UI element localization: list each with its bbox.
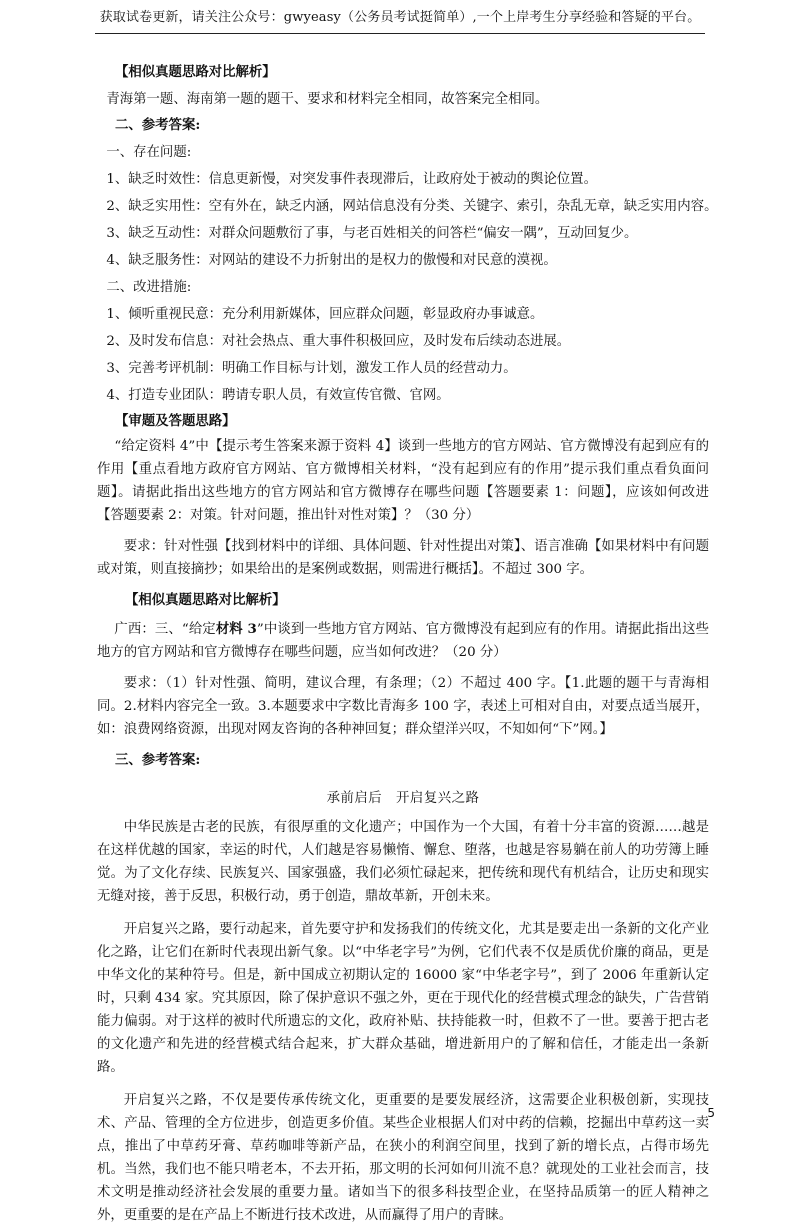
similar-question-heading: 【相似真题思路对比解析】: [125, 592, 286, 608]
measure-item: 1、倾听重视民意：充分利用新媒体，回应群众问题，彰显政府办事诚意。: [106, 307, 544, 322]
problem-item: 1、缺乏时效性：信息更新慢，对突发事件表现滞后，让政府处于被动的舆论位置。: [106, 172, 597, 187]
guangxi-question: [97, 618, 709, 664]
problem-item: 2、缺乏实用性：空有外在，缺乏内涵，网站信息没有分类、关键字、索引，杂乱无章，缺乏实用内容。: [106, 199, 718, 214]
measure-item: 4、打造专业团队：聘请专职人员，有效宣传官微、官网。: [106, 388, 450, 403]
question-material-ref: 材料 3: [215, 621, 257, 637]
question-suffix: ”中谈到一些地方官方网站、官方微博没有起到应有的作用。请据此指出这些地方的官方网站和官方微博存在哪些问题，应当如何改进？（20 分）: [97, 622, 709, 660]
similar-question-heading: 【相似真题思路对比解析】: [115, 64, 276, 80]
essay-paragraph: 中华民族是古老的民族，有很厚重的文化遗产；中国作为一个大国，有着十分丰富的资源……越是在这样优越的国家，幸运的时代，人们越是容易懒惰、懈怠、堕落，也越是容易躺在前人的功劳簿上睡觉。为了文化存续、民族复兴、国家强盛，我们必须忙碌起来，把传统和现代有机结合，让历史和现实无缝对接，善于反思，积极行动，勇于创造，鼎故革新，开创未来。: [97, 820, 709, 904]
header-notice: 获取试卷更新，请关注公众号：gwyeasy（公务员考试挺简单）,一个上岸考生分享经验和答疑的平台。: [99, 10, 701, 25]
document-body: [97, 60, 718, 1227]
measure-item: 3、完善考评机制：明确工作目标与计划，激发工作人员的经营动力。: [106, 361, 517, 376]
problem-item: 4、缺乏服务性：对网站的建设不力折射出的是权力的傲慢和对民意的漠视。: [106, 253, 557, 268]
similar-question-text: 青海第一题、海南第一题的题干、要求和材料完全相同，故答案完全相同。: [106, 92, 549, 107]
essay-paragraph: 开启复兴之路，不仅是要传承传统文化，更重要的是要发展经济，这需要企业积极创新，实现技术、产品、管理的全方位进步，创造更多价值。某些企业根据人们对中药的信赖，挖掘出中草药这一卖点，推出了中草药牙膏、草药咖啡等新产品，在狭小的利润空间里，找到了新的增长点，占得市场先机。当然，我们也不能只啃老本，不去开拓，那文明的长河如何川流不息？就现处的工业社会而言，技术文明是推动经济社会发展的重要力量。诸如当下的很多科技型企业，在坚持品质第一的匠人精神之外，更重要的是在产品上不断进行技术改进，从而赢得了用户的青睐。: [97, 1093, 709, 1223]
page-header: [0, 0, 800, 40]
reference-answer-heading: 三、参考答案:: [115, 752, 201, 768]
analysis-heading: 【审题及答题思路】: [115, 413, 236, 429]
reference-answer-heading: 二、参考答案:: [115, 117, 201, 133]
essay-title: 承前启后 开启复兴之路: [326, 791, 480, 806]
essay-paragraph: 开启复兴之路，要行动起来，首先要守护和发扬我们的传统文化，尤其是要走出一条新的文化产业化之路，让它们在新时代表现出新气象。以“中华老字号”为例，它们代表不仅是质优价廉的商品，更是中华文化的某种符号。但是，新中国成立初期认定的 16000 家“中华老字号”，到了 2006 年重新认定时，只剩 434 家。究其原因，除了保护意识不强之外，更在于现代化的经营模式理念的缺失，广告营销能力偏弱。对于这样的被时代所遗忘的文化，政府补贴、扶持能救一时，但救不了一世。要善于把古老的文化遗产和先进的经营模式结合起来，扩大群众基础，增进新用户的了解和信任，才能走出一条新路。: [97, 922, 709, 1075]
page-number: 5: [707, 1106, 715, 1120]
analysis-paragraph: “给定资料 4”中【提示考生答案来源于资料 4】谈到一些地方的官方网站、官方微博没有起到应有的作用【重点看地方政府官方网站、官方微博相关材料，“没有起到应有的作用”提示我们重点看负面问题】。请据此指出这些地方的官方网站和官方微博存在哪些问题【答题要素 1：问题】，应该如何改进【答题要素 2：对策。针对问题，推出针对性对策】？（30 分）: [97, 439, 709, 523]
measures-title: 二、改进措施:: [106, 280, 192, 295]
question-prefix: 广西：三、“给定: [114, 622, 216, 637]
header-divider: [95, 33, 705, 34]
analysis-requirements: 要求：针对性强【找到材料中的详细、具体问题、针对性提出对策】、语言准确【如果材料中有问题或对策，则直接摘抄；如果给出的是案例或数据，则需进行概括】。不超过 300 字。: [97, 539, 709, 577]
measure-item: 2、及时发布信息：对社会热点、重大事件积极回应，及时发布后续动态进展。: [106, 334, 571, 349]
problem-item: 3、缺乏互动性：对群众问题敷衍了事，与老百姓相关的问答栏“偏安一隅”，互动回复少。: [106, 226, 638, 241]
guangxi-requirements: 要求：（1）针对性强、简明，建议合理，有条理；（2）不超过 400 字。【1.此题的题干与青海相同。2.材料内容完全一致。3.本题要求中字数比青海多 100 字，表述上可相对自由，对要点适当展开，如：浪费网络资源，出现对网友咨询的各种神回复；群众望洋兴叹，不知如何“下”网。】: [97, 676, 709, 737]
problems-title: 一、存在问题:: [106, 145, 192, 160]
